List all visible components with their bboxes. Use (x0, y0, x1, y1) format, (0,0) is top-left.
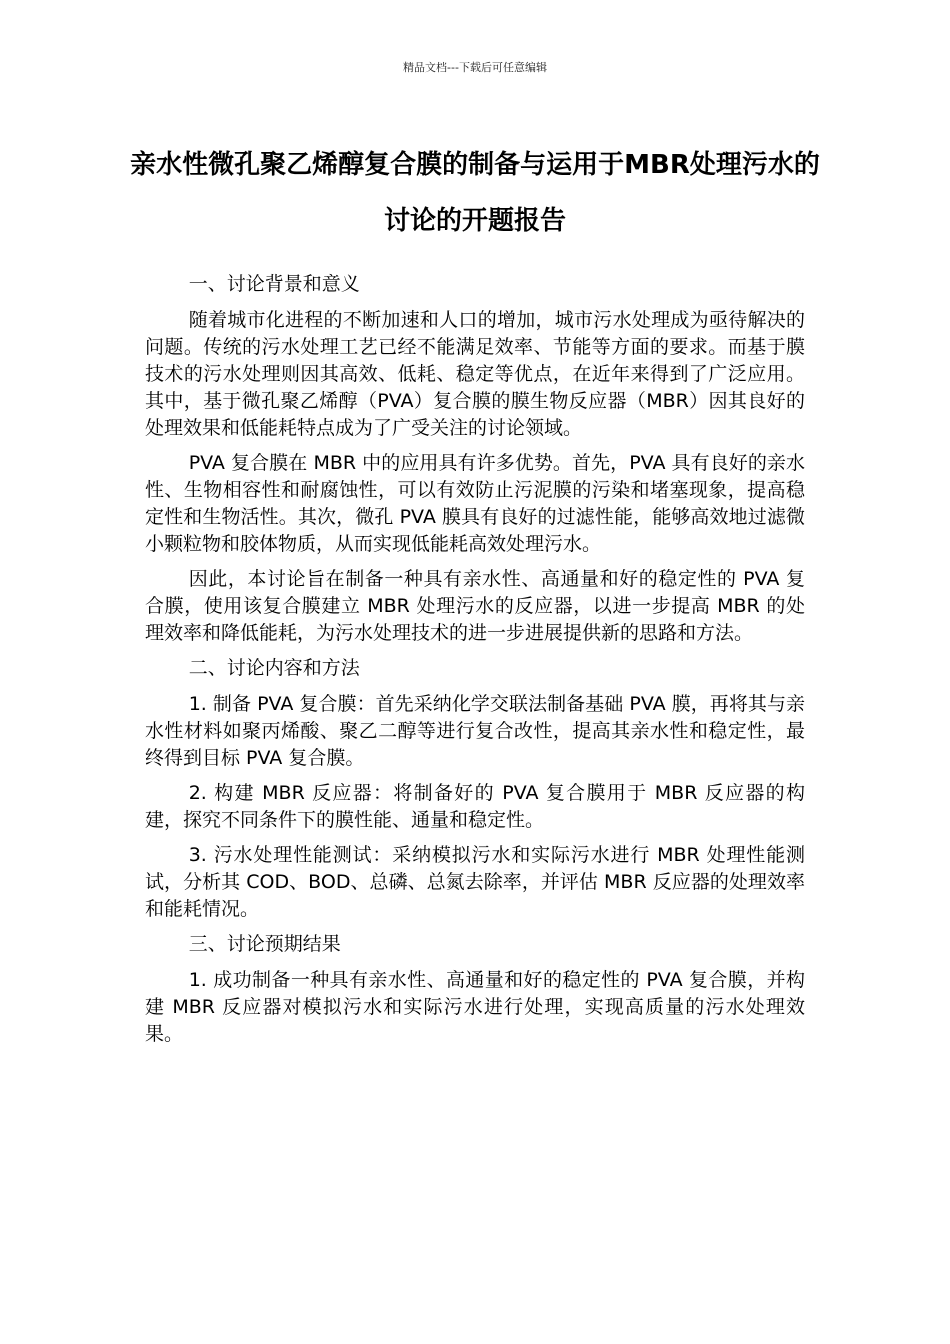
paragraph-methods-2: 2. 构建 MBR 反应器：将制备好的 PVA 复合膜用于 MBR 反应器的构建，探究不同条件下的膜性能、通量和稳定性。 (145, 782, 805, 831)
section-heading-background: 一、讨论背景和意义 (188, 273, 360, 295)
paragraph-background-2: PVA 复合膜在 MBR 中的应用具有许多优势。首先，PVA 具有良好的亲水性、生物相容性和耐腐蚀性，可以有效防止污泥膜的污染和堵塞现象，提高稳定性和生物活性。其次，微孔 PVA 膜具有良好的过滤性能，能够高效地过滤微小颗粒物和胶体物质，从而实现低能耗高效处理污水。 (145, 452, 805, 555)
section-heading-results: 三、讨论预期结果 (188, 933, 341, 955)
document-title: 亲水性微孔聚乙烯醇复合膜的制备与运用于MBR处理污水的讨论的开题报告 (130, 150, 820, 236)
section-heading-methods: 二、讨论内容和方法 (188, 657, 360, 679)
paragraph-methods-1: 1. 制备 PVA 复合膜：首先采纳化学交联法制备基础 PVA 膜，再将其与亲水性材料如聚丙烯酸、聚乙二醇等进行复合改性，提高其亲水性和稳定性，最终得到目标 PVA 复合膜。 (145, 693, 805, 769)
paragraph-background-1: 随着城市化进程的不断加速和人口的增加，城市污水处理成为亟待解决的问题。传统的污水处理工艺已经不能满足效率、节能等方面的要求。而基于膜技术的污水处理则因其高效、低耗、稳定等优点，在近年来得到了广泛应用。其中，基于微孔聚乙烯醇（PVA）复合膜的膜生物反应器（MBR）因其良好的处理效果和低能耗特点成为了广受关注的讨论领域。 (145, 309, 805, 439)
header-note: 精品文档---下载后可任意编辑 (403, 61, 547, 74)
document-body (145, 271, 805, 1056)
paragraph-background-3: 因此，本讨论旨在制备一种具有亲水性、高通量和好的稳定性的 PVA 复合膜，使用该复合膜建立 MBR 处理污水的反应器，以进一步提高 MBR 的处理效率和降低能耗，为污水处理技术的进一步进展提供新的思路和方法。 (145, 568, 805, 644)
paragraph-results-1: 1. 成功制备一种具有亲水性、高通量和好的稳定性的 PVA 复合膜，并构建 MBR 反应器对模拟污水和实际污水进行处理，实现高质量的污水处理效果。 (145, 969, 805, 1045)
paragraph-methods-3: 3. 污水处理性能测试：采纳模拟污水和实际污水进行 MBR 处理性能测试，分析其 COD、BOD、总磷、总氮去除率，并评估 MBR 反应器的处理效率和能耗情况。 (145, 844, 805, 920)
